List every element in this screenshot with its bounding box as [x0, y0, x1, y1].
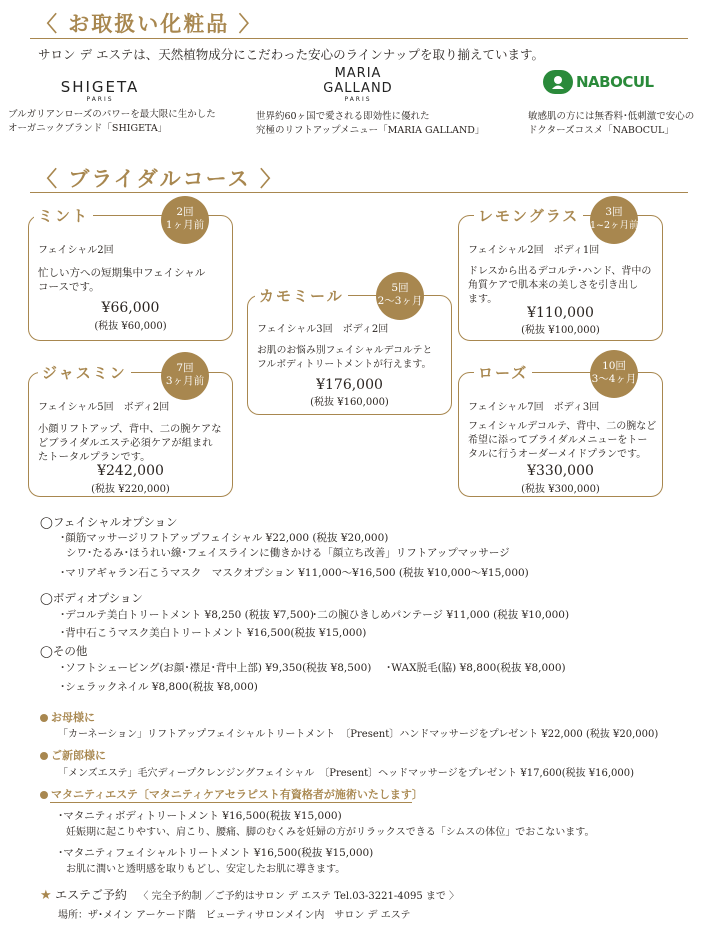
- divider: [50, 802, 412, 803]
- course-menu-mint: フェイシャル2回: [38, 245, 114, 256]
- maria-logo-sub: PARIS: [344, 96, 372, 103]
- badge-count: 10回: [602, 360, 626, 372]
- body-option-3: ･背中石こうマスク美白トリートメント ¥16,500(税抜 ¥15,000): [60, 627, 367, 639]
- course-badge-chamomile: [376, 272, 424, 320]
- star-icon: ★: [40, 888, 52, 903]
- badge-period: 3～4ヶ月: [591, 373, 637, 385]
- course-name-lemongrass: レモングラス: [474, 205, 583, 226]
- shigeta-logo-text: SHIGETA: [60, 78, 140, 96]
- course-tax-jasmine: (税抜 ¥220,000): [91, 484, 170, 495]
- maternity-menu-2: ･マタニティフェイシャルトリートメント ¥16,500(税抜 ¥15,000): [58, 847, 374, 859]
- badge-period: 3ヶ月前: [165, 375, 205, 387]
- course-price-mint: ¥66,000: [101, 300, 160, 316]
- reservation-line: [40, 886, 459, 903]
- maternity-heading: [40, 786, 423, 802]
- nabocul-logo: [543, 70, 654, 94]
- maria-desc-2: 究極のリフトアップメニュー「MARIA GALLAND」: [256, 125, 485, 136]
- intro-text: サロン デ エステは、天然植物成分にこだわった安心のラインナップを取り揃えています。: [38, 47, 544, 62]
- maternity-menu-1: ･マタニティボディトリートメント ¥16,500(税抜 ¥15,000): [58, 810, 342, 822]
- other-option-3: ･シェラックネイル ¥8,800(税抜 ¥8,000): [60, 681, 258, 693]
- course-price-rose: ¥330,000: [527, 463, 594, 479]
- facial-option-1: ･顔筋マッサージリフトアップフェイシャル ¥22,000 (税抜 ¥20,000): [60, 532, 389, 544]
- facial-option-2: ･マリアギャラン石こうマスク マスクオプション ¥11,000～¥16,500 (税抜 ¥10,000～¥15,000): [60, 567, 529, 579]
- course-badge-rose: [590, 350, 638, 398]
- shigeta-logo-sub: PARIS: [86, 96, 114, 103]
- nabocul-emblem-icon: [543, 70, 573, 94]
- course-desc-rose: フェイシャルデコルテ、背中、二の腕など 希望に添ってブライダルメニューをトー タルに行うオーダーメイドプランです。: [468, 421, 657, 460]
- course-tax-mint: (税抜 ¥60,000): [94, 321, 167, 332]
- shigeta-desc-1: ブルガリアンローズのパワーを最大限に生かした: [8, 109, 216, 120]
- facial-option-1-note: シワ･たるみ･ほうれい線･フェイスラインに働きかける「顔立ち改善」リフトアップマッサージ: [66, 547, 510, 559]
- course-desc-lemongrass: ドレスから出るデコルテ･ハンド、背中の 角質ケアで肌本来の美しさを引き出し ます。: [468, 266, 652, 305]
- course-menu-lemongrass: フェイシャル2回 ボディ1回: [468, 245, 600, 256]
- course-tax-rose: (税抜 ¥300,000): [521, 484, 600, 495]
- divider: [30, 192, 688, 193]
- badge-count: 5回: [391, 282, 409, 294]
- course-price-jasmine: ¥242,000: [97, 463, 164, 479]
- mother-heading: [40, 709, 95, 725]
- maria-desc: [256, 110, 484, 138]
- course-name-mint: ミント: [34, 205, 93, 226]
- nabocul-desc: [528, 110, 694, 138]
- course-tax-chamomile: (税抜 ¥160,000): [310, 397, 389, 408]
- groom-heading: [40, 747, 106, 763]
- groom-menu: 「メンズエステ」毛穴ディープクレンジングフェイシャル 〔Present〕ヘッドマッサージをプレゼント ¥17,600(税抜 ¥16,000): [58, 768, 635, 779]
- body-options-heading: ◯ボディオプション: [40, 591, 143, 605]
- other-options-heading: ◯その他: [40, 644, 88, 658]
- maternity-heading-text: マタニティエステ〔マタニティケアセラピスト有資格者が施術いたします〕: [51, 788, 423, 801]
- course-menu-jasmine: フェイシャル5回 ボディ2回: [38, 402, 170, 413]
- course-name-chamomile: カモミール: [255, 285, 348, 306]
- badge-count: 2回: [176, 206, 194, 218]
- course-badge-mint: [161, 196, 209, 244]
- nabocul-logo-text: NABOCUL: [576, 73, 654, 91]
- bullet-icon: [40, 714, 48, 722]
- badge-count: 3回: [605, 206, 623, 218]
- shigeta-desc: [8, 108, 216, 136]
- other-option-2: ･WAX脱毛(脇) ¥8,800(税抜 ¥8,000): [386, 662, 566, 674]
- bullet-icon: [40, 791, 48, 799]
- course-menu-chamomile: フェイシャル3回 ボディ2回: [257, 324, 389, 335]
- location-text: 場所：ザ･メイン アーケード階 ビューティサロンメイン内 サロン デ エステ: [58, 910, 411, 921]
- course-name-jasmine: ジャスミン: [38, 362, 131, 383]
- maria-logo-text-2: GALLAND: [323, 81, 393, 96]
- bullet-icon: [40, 752, 48, 760]
- mother-menu: 「カーネーション」リフトアップフェイシャルトリートメント 〔Present〕ハンドマッサージをプレゼント ¥22,000 (税抜 ¥20,000): [58, 729, 659, 740]
- body-option-2: ･二の腕ひきしめパンテージ ¥11,000 (税抜 ¥10,000): [312, 609, 570, 621]
- badge-period: 1~2ヶ月前: [590, 220, 639, 231]
- shigeta-desc-2: オーガニックブランド「SHIGETA」: [8, 123, 168, 134]
- badge-period: 1ヶ月前: [165, 219, 205, 231]
- bridal-title: 〈 ブライダルコース 〉: [36, 166, 283, 191]
- divider: [30, 38, 688, 39]
- course-price-chamomile: ¥176,000: [316, 377, 383, 393]
- badge-count: 7回: [176, 362, 194, 374]
- maria-desc-1: 世界約60ヶ国で愛される即効性に優れた: [256, 111, 430, 122]
- facial-options-heading: ◯フェイシャルオプション: [40, 515, 178, 529]
- mother-heading-text: お母様に: [51, 711, 95, 724]
- shigeta-logo: [40, 78, 160, 103]
- badge-period: 2～3ヶ月: [377, 295, 423, 307]
- course-price-lemongrass: ¥110,000: [527, 305, 594, 321]
- body-option-1: ･デコルテ美白トリートメント ¥8,250 (税抜 ¥7,500): [60, 609, 314, 621]
- reservation-info: 〈 完全予約制 ／ご予約はサロン デ エステ Tel.03-3221-4095 まで 〉: [138, 891, 460, 902]
- course-tax-lemongrass: (税抜 ¥100,000): [521, 325, 600, 336]
- nabocul-desc-2: ドクターズコスメ「NABOCUL」: [528, 125, 674, 136]
- products-title: 〈 お取扱い化粧品 〉: [36, 11, 262, 36]
- reservation-heading: エステご予約: [55, 888, 127, 902]
- course-desc-jasmine: 小顔リフトアップ、背中、二の腕ケアな どブライダルエステ必須ケアが組まれ たトータルプランです。: [38, 423, 222, 463]
- course-desc-mint: 忙しい方への短期集中フェイシャル コースです。: [38, 267, 206, 293]
- maternity-menu-2-note: お肌に潤いと透明感を取りもどし、安定したお肌に導きます。: [66, 864, 346, 875]
- maternity-menu-1-note: 妊娠期に起こりやすい、肩こり、腰痛、脚のむくみを妊婦の方がリラックスできる「シムスの体位」でおこないます。: [66, 827, 595, 838]
- course-menu-rose: フェイシャル7回 ボディ3回: [468, 402, 600, 413]
- nabocul-desc-1: 敏感肌の方には無香料･低刺激で安心の: [528, 111, 695, 122]
- course-badge-lemongrass: [590, 196, 638, 244]
- other-option-1: ･ソフトシェービング(お顔･襟足･背中上部) ¥9,350(税抜 ¥8,500): [60, 662, 372, 674]
- course-desc-chamomile: お肌のお悩み別フェイシャルデコルテと フルボディトリートメントが行えます。: [257, 345, 433, 370]
- groom-heading-text: ご新郎様に: [51, 749, 106, 762]
- maria-galland-logo: [308, 66, 408, 104]
- maria-logo-text-1: MARIA: [334, 66, 382, 81]
- course-badge-jasmine: [161, 352, 209, 400]
- course-name-rose: ローズ: [474, 362, 532, 383]
